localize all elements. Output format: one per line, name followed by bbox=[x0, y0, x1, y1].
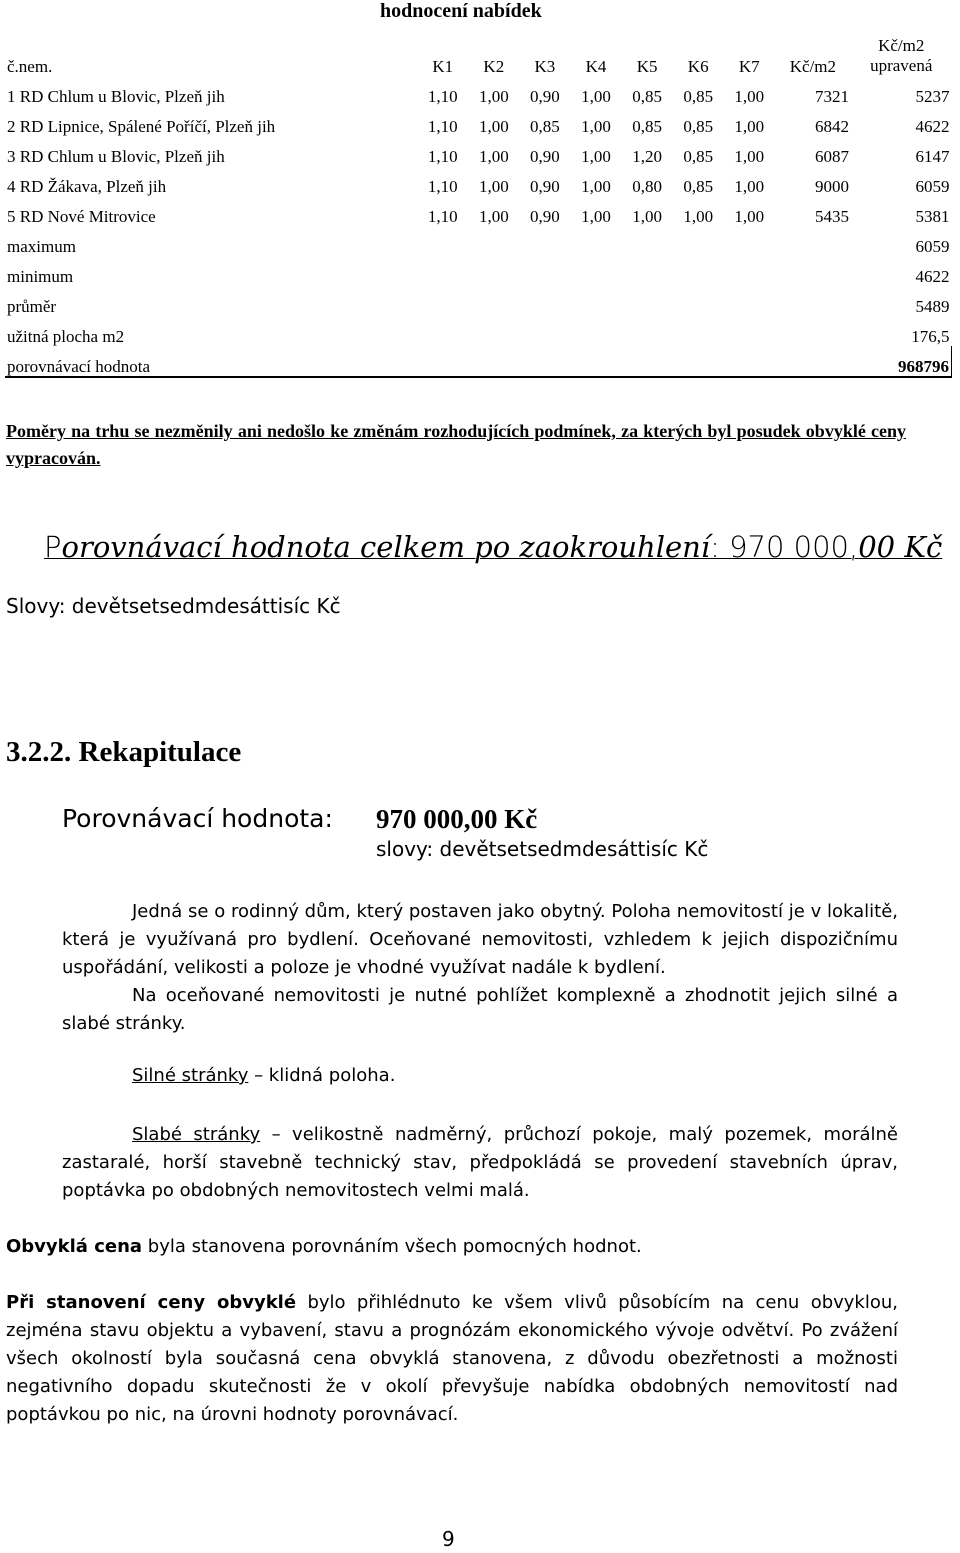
row-price-per-m2: 6087 bbox=[814, 147, 849, 166]
row-coefficient: 0,85 bbox=[632, 87, 662, 106]
row-coefficient: 0,85 bbox=[683, 87, 714, 106]
row-adjusted-price: 4622 bbox=[915, 117, 950, 136]
summary-label: porovnávací hodnota bbox=[5, 346, 851, 377]
total-label-italic: orovnávací hodnota celkem po zaokrouhlení bbox=[61, 530, 711, 564]
summary-value: 6059 bbox=[915, 237, 950, 256]
offers-table bbox=[5, 22, 952, 378]
row-coefficient: 1,10 bbox=[427, 87, 458, 106]
row-coefficient: 1,00 bbox=[581, 177, 611, 196]
row-coefficient: 0,90 bbox=[530, 87, 560, 106]
row-coefficient: 1,10 bbox=[427, 117, 458, 136]
usual-price-bold: Obvyklá cena bbox=[6, 1236, 143, 1257]
row-coefficient: 1,00 bbox=[478, 117, 509, 136]
row-coefficient: 1,00 bbox=[734, 177, 765, 196]
row-coefficient: 1,00 bbox=[632, 207, 662, 226]
summary-row bbox=[5, 286, 952, 316]
row-coefficient: 1,00 bbox=[734, 147, 765, 166]
row-price-per-m2: 5435 bbox=[814, 207, 849, 226]
row-name: 2 RD Lipnice, Spálené Poříčí, Plzeň jih bbox=[7, 117, 276, 136]
strengths-text: – klidná poloha. bbox=[248, 1065, 396, 1086]
paragraph-property-text: Jedná se o rodinný dům, který postaven jako obytný. Poloha nemovitostí je v lokalitě, která je využívaná pro bydlení. Oceňované nemovitosti, vzhledem k jejich dispozičnímu uspořádání, velikosti a poloze je vhodné využívat nadále k bydlení. bbox=[62, 901, 898, 978]
valuation-paragraph bbox=[6, 1289, 898, 1429]
summary-value: 176,5 bbox=[911, 327, 950, 346]
header-cell: K4 bbox=[585, 57, 607, 76]
weaknesses-text: – velikostně nadměrný, průchozí pokoje, malý pozemek, morálně zastaralé, horší stavebně technický stav, předpokládá se provedení stavebních úprav, poptávka po obdobných nemovitostech velmi malá. bbox=[62, 1124, 898, 1201]
header-cell: K1 bbox=[432, 57, 454, 76]
row-coefficient: 1,00 bbox=[581, 147, 611, 166]
row-price-per-m2: 7321 bbox=[814, 87, 849, 106]
row-name: 5 RD Nové Mitrovice bbox=[7, 207, 156, 226]
row-coefficient: 1,10 bbox=[427, 177, 458, 196]
header-adjusted-bottom: upravená bbox=[870, 56, 933, 75]
paragraph-property bbox=[62, 898, 898, 982]
row-name: 4 RD Žákava, Plzeň jih bbox=[7, 177, 167, 196]
section-heading: 3.2.2. Rekapitulace bbox=[6, 736, 242, 768]
row-coefficient: 0,85 bbox=[683, 147, 714, 166]
summary-value: 5489 bbox=[915, 297, 950, 316]
header-cell: č.nem. bbox=[7, 57, 53, 76]
market-note: Poměry na trhu se nezměnily ani nedošlo ke změnám rozhodujících podmínek, za kterých byl posudek obvyklé ceny vypracován. bbox=[6, 421, 906, 468]
summary-row bbox=[5, 316, 952, 346]
weaknesses-label: Slabé stránky bbox=[132, 1124, 261, 1145]
summary-label: maximum bbox=[7, 237, 76, 256]
total-label-plain: P bbox=[44, 530, 62, 564]
row-coefficient: 1,00 bbox=[581, 87, 611, 106]
row-coefficient: 1,00 bbox=[581, 117, 611, 136]
summary-row bbox=[5, 226, 952, 256]
words-line: Slovy: devětsetsedmdesáttisíc Kč bbox=[6, 594, 341, 618]
row-coefficient: 0,90 bbox=[530, 147, 560, 166]
row-coefficient: 1,00 bbox=[683, 207, 714, 226]
row-coefficient: 1,00 bbox=[734, 87, 765, 106]
row-coefficient: 1,00 bbox=[581, 207, 611, 226]
row-coefficient: 0,85 bbox=[683, 177, 714, 196]
header-cell: Kč/m2 bbox=[789, 57, 837, 76]
summary-row bbox=[5, 346, 952, 377]
recap-value: 970 000,00 Kč bbox=[376, 804, 538, 834]
table-header-row bbox=[5, 22, 952, 76]
summary-label: průměr bbox=[7, 297, 57, 316]
table-title: hodnocení nabídek bbox=[380, 0, 542, 22]
table-row bbox=[5, 106, 952, 136]
header-adjusted-top: Kč/m2 bbox=[878, 36, 925, 55]
row-coefficient: 0,85 bbox=[632, 117, 662, 136]
summary-value: 4622 bbox=[915, 267, 950, 286]
row-name: 1 RD Chlum u Blovic, Plzeň jih bbox=[7, 87, 225, 106]
table-row bbox=[5, 136, 952, 166]
header-cell: K3 bbox=[534, 57, 556, 76]
row-adjusted-price: 6059 bbox=[915, 177, 950, 196]
row-price-per-m2: 9000 bbox=[814, 177, 849, 196]
total-value-italic: 00 Kč bbox=[858, 530, 943, 564]
row-coefficient: 0,80 bbox=[632, 177, 662, 196]
table-row bbox=[5, 196, 952, 226]
header-cell-adjusted bbox=[851, 22, 952, 76]
row-coefficient: 0,85 bbox=[683, 117, 714, 136]
table-row bbox=[5, 76, 952, 106]
row-adjusted-price: 5381 bbox=[915, 207, 950, 226]
row-coefficient: 1,00 bbox=[478, 147, 509, 166]
table-row bbox=[5, 166, 952, 196]
valuation-bold: Při stanovení ceny obvyklé bbox=[6, 1292, 297, 1313]
summary-label: užitná plocha m2 bbox=[7, 327, 125, 346]
summary-row bbox=[5, 256, 952, 286]
strengths-label: Silné stránky bbox=[132, 1065, 249, 1086]
header-cell: K5 bbox=[636, 57, 658, 76]
row-coefficient: 1,10 bbox=[427, 147, 458, 166]
usual-price-text: byla stanovena porovnáním všech pomocných hodnot. bbox=[142, 1236, 642, 1257]
row-coefficient: 1,20 bbox=[632, 147, 662, 166]
row-coefficient: 1,00 bbox=[734, 207, 765, 226]
paragraph-assessment-text: Na oceňované nemovitosti je nutné pohlížet komplexně a zhodnotit jejich silné a slabé stránky. bbox=[62, 985, 898, 1034]
paragraph-assessment bbox=[62, 982, 898, 1038]
header-cell: K6 bbox=[687, 57, 709, 76]
row-coefficient: 0,85 bbox=[530, 117, 560, 136]
header-cell: K2 bbox=[483, 57, 505, 76]
row-coefficient: 1,00 bbox=[478, 207, 509, 226]
total-value: : 970 000, bbox=[710, 530, 859, 564]
recap-label: Porovnávací hodnota: bbox=[62, 804, 333, 833]
weaknesses-paragraph bbox=[62, 1121, 898, 1205]
row-coefficient: 1,00 bbox=[734, 117, 765, 136]
header-cell: K7 bbox=[738, 57, 760, 76]
recap-words: slovy: devětsetsedmdesáttisíc Kč bbox=[376, 837, 709, 861]
row-adjusted-price: 5237 bbox=[915, 87, 950, 106]
summary-value: 968796 bbox=[851, 346, 952, 377]
row-coefficient: 1,00 bbox=[478, 87, 509, 106]
row-price-per-m2: 6842 bbox=[814, 117, 849, 136]
usual-price-paragraph bbox=[6, 1233, 898, 1261]
summary-label: minimum bbox=[7, 267, 74, 286]
row-name: 3 RD Chlum u Blovic, Plzeň jih bbox=[7, 147, 225, 166]
row-coefficient: 0,90 bbox=[530, 177, 560, 196]
row-coefficient: 1,00 bbox=[478, 177, 509, 196]
row-coefficient: 0,90 bbox=[530, 207, 560, 226]
total-line bbox=[44, 530, 942, 564]
page-number: 9 bbox=[442, 1527, 455, 1551]
valuation-text: bylo přihlédnuto ke všem vlivů působícím na cenu obvyklou, zejména stavu objektu a vybavení, stavu a prognózám ekonomického vývoje odvětví. Po zvážení všech okolností byla současná cena obvyklá stanovena, z důvodu obezřetnosti a možnosti negativního dopadu skutečnosti že v okolí převyšuje nabídka obdobných nemovitostí nad poptávkou po nic, na úrovni hodnoty porovnávací. bbox=[6, 1292, 898, 1425]
row-coefficient: 1,10 bbox=[427, 207, 458, 226]
row-adjusted-price: 6147 bbox=[915, 147, 950, 166]
strengths-line bbox=[132, 1065, 395, 1086]
